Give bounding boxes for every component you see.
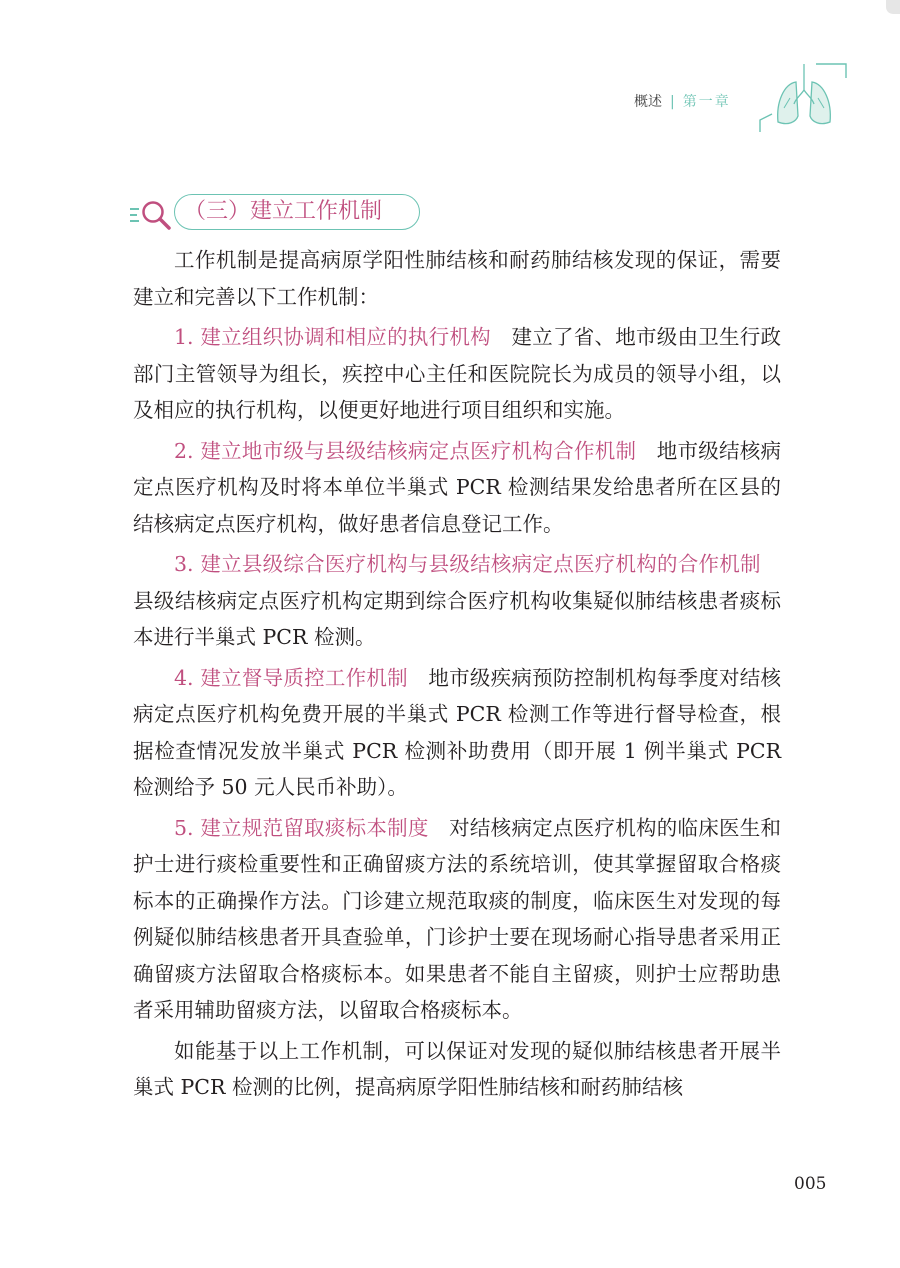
item-number: 3.	[174, 552, 194, 576]
page-corner-mark	[886, 0, 900, 14]
running-head-chapter: 第一章	[682, 94, 731, 110]
item-heading: 建立县级综合医疗机构与县级结核病定点医疗机构的合作机制	[200, 552, 761, 576]
list-item	[133, 319, 781, 429]
item-heading: 建立督导质控工作机制	[200, 665, 408, 690]
body-text	[133, 242, 781, 1106]
item-text: 地市级疾病预防控制机构每季度对结核病定点医疗机构免费开展的半巢式 PCR 检测工作等进行督导检查，根据检查情况发放半巢式 PCR 检测补助费用（即开展 1 例半巢式 PCR 检测给予 50 元人民币补助）。	[133, 665, 781, 799]
search-icon	[130, 192, 180, 236]
item-heading: 建立地市级与县级结核病定点医疗机构合作机制	[200, 438, 637, 463]
section-header	[130, 192, 430, 236]
item-heading: 建立规范留取痰标本制度	[200, 815, 429, 840]
list-item	[133, 810, 781, 1029]
intro-paragraph: 工作机制是提高病原学阳性肺结核和耐药肺结核发现的保证，需要建立和完善以下工作机制：	[133, 248, 781, 309]
list-item	[133, 660, 781, 806]
item-number: 4.	[174, 665, 194, 690]
item-text: 县级结核病定点医疗机构定期到综合医疗机构收集疑似肺结核患者痰标本进行半巢式 PCR 检测。	[133, 588, 781, 649]
item-text: 对结核病定点医疗机构的临床医生和护士进行痰检重要性和正确留痰方法的系统培训，使其掌握留取合格痰标本的正确操作方法。门诊建立规范取痰的制度，临床医生对发现的每例疑似肺结核患者开具查验单，门诊护士要在现场耐心指导患者采用正确留痰方法留取合格痰标本。如果患者不能自主留痰，则护士应帮助患者采用辅助留痰方法，以留取合格痰标本。	[133, 815, 782, 1022]
lungs-icon	[754, 58, 854, 134]
page-number: 005	[794, 1174, 827, 1194]
item-text: 建立了省、地市级由卫生行政部门主管领导为组长，疾控中心主任和医院院长为成员的领导小组，以及相应的执行机构，以便更好地进行项目组织和实施。	[133, 325, 782, 422]
item-number: 1.	[174, 325, 194, 349]
closing-paragraph: 如能基于以上工作机制，可以保证对发现的疑似肺结核患者开展半巢式 PCR 检测的比例，提高病原学阳性肺结核和耐药肺结核	[133, 1038, 781, 1099]
item-text: 地市级结核病定点医疗机构及时将本单位半巢式 PCR 检测结果发给患者所在区县的结核病定点医疗机构，做好患者信息登记工作。	[133, 438, 781, 536]
item-number: 5.	[174, 815, 194, 840]
running-head-title: 概述	[634, 94, 662, 110]
running-head-separator: |	[670, 94, 675, 110]
running-head	[634, 92, 731, 112]
item-heading: 建立组织协调和相应的执行机构	[200, 325, 491, 349]
item-number: 2.	[174, 438, 194, 463]
list-item	[133, 433, 781, 543]
section-title: （三）建立工作机制	[184, 199, 383, 224]
list-item	[133, 546, 781, 656]
